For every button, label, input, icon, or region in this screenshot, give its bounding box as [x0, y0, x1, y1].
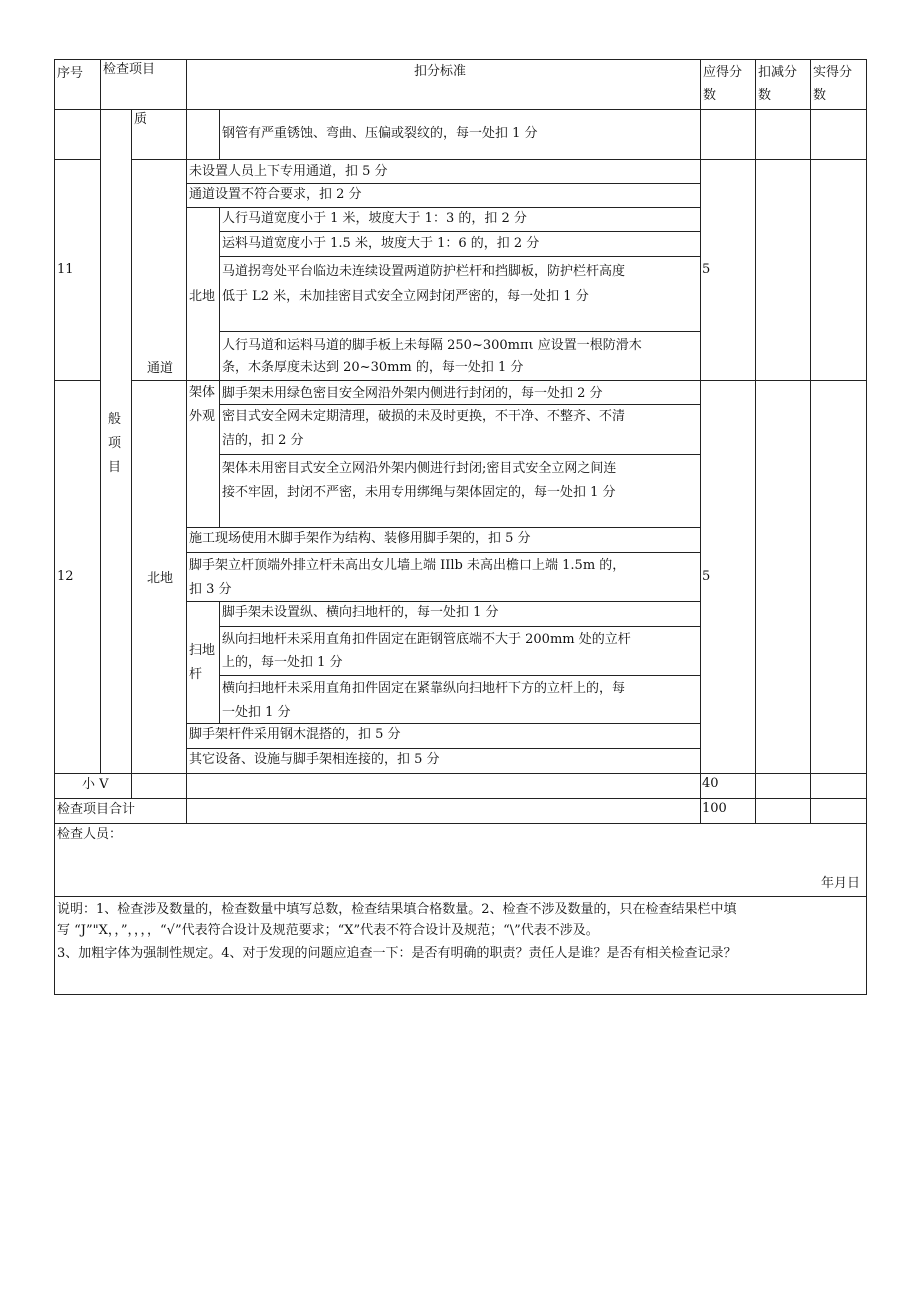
header-criteria: 扣分标准: [414, 64, 467, 79]
rule: [54, 59, 55, 995]
category-label-2: 项: [108, 436, 122, 451]
rule: [219, 109, 220, 159]
rule: [219, 601, 220, 723]
row12-frame-2a: 密目式安全网未定期清理，破损的未及时更换，不干净、不整齐、不清: [222, 409, 626, 424]
rule: [131, 109, 132, 799]
row12-sweep-1: 脚手架未设置纵、横向扫地杆的，每一处扣 1 分: [222, 605, 499, 620]
row12-sweep-label-1: 扫地: [189, 643, 216, 658]
inspector-date: 年月日: [821, 876, 861, 891]
row11-slip-2: 条，木条厚度未达到 20~30mm 的，每一处扣 1 分: [222, 360, 524, 375]
rule: [866, 59, 867, 995]
row11-line-1: 未设置人员上下专用通道，扣 5 分: [189, 164, 388, 179]
subtotal-label: 小 V: [82, 777, 109, 792]
row11-ramp-1: 马道拐弯处平台临边未连续设置两道防护栏杆和挡脚板，防护栏杆高度: [222, 264, 626, 279]
row12-frame-3a: 架体未用密目式安全立网沿外架内侧进行封闭;密目式安全立网之间连: [222, 461, 617, 476]
row12-frame-label-1: 架体: [189, 385, 216, 400]
rule: [219, 207, 220, 527]
row11-no: 11: [57, 262, 74, 277]
rule: [54, 109, 867, 110]
row12-frame-label-2: 外观: [189, 409, 216, 424]
rule: [219, 626, 700, 627]
rule: [54, 773, 867, 774]
rule: [219, 256, 700, 257]
row11-group-line-1: 人行马道宽度小于 1 米，坡度大于 1：3 的，扣 2 分: [222, 211, 527, 226]
header-due-2: 数: [703, 88, 717, 103]
row12-no: 12: [57, 569, 74, 584]
row11-due: 5: [702, 262, 711, 277]
total-label: 检查项目合计: [57, 802, 136, 817]
rule: [810, 59, 811, 824]
top-row-text: 钢管有严重锈蚀、弯曲、压偏或裂纹的，每一处扣 1 分: [222, 126, 538, 141]
row12-due: 5: [702, 569, 711, 584]
rule: [54, 798, 867, 799]
row11-group-line-2: 运料马道宽度小于 1.5 米，坡度大于 1：6 的，扣 2 分: [222, 236, 540, 251]
rule: [100, 59, 101, 109]
category-label-3: 目: [108, 460, 122, 475]
rule: [219, 331, 700, 332]
header-item: 检查项目: [103, 62, 156, 77]
row12-sweep-3a: 横向扫地杆未采用直角扣件固定在紧靠纵向扫地杆下方的立杆上的，每: [222, 681, 626, 696]
row12-sweep-2a: 纵向扫地杆未采用直角扣件固定在距钢管底端不大于 200mm 处的立杆: [222, 632, 631, 647]
subtotal-due: 40: [702, 776, 719, 791]
rule: [186, 59, 187, 824]
row12-wood: 施工现场使用木脚手架作为结构、装修用脚手架的，扣 5 分: [189, 531, 531, 546]
rule: [131, 380, 867, 381]
row11-group-label: 北地: [189, 289, 216, 304]
row12-frame-3b: 接不牢固，封闭不严密，未用专用绑绳与架体固定的，每一处扣 1 分: [222, 485, 616, 500]
rule: [219, 675, 700, 676]
row12-sweep-3b: 一处扣 1 分: [222, 705, 291, 720]
row11-ramp-2: 低于 L2 米，未加挂密目式安全立网封闭严密的，每一处扣 1 分: [222, 289, 589, 304]
row11-slip-1: 人行马道和运料马道的脚手板上未每隔 250~300mπι 应设置一根防滑木: [222, 338, 642, 353]
top-row-sub: 质: [134, 112, 148, 127]
row11-item: 通道: [147, 361, 174, 376]
header-actual: 实得分: [813, 65, 853, 80]
row12-sweep-2b: 上的，每一处扣 1 分: [222, 655, 343, 670]
row12-frame-1: 脚手架未用绿色密目安全网沿外架内侧进行封闭的，每一处扣 2 分: [222, 386, 603, 401]
total-due: 100: [702, 801, 727, 816]
rule: [700, 59, 701, 824]
rule: [54, 380, 101, 381]
rule: [219, 454, 700, 455]
header-actual-2: 数: [813, 88, 827, 103]
notes-line-3: 3、加粗字体为强制性规定。4、对于发现的问题应追查一下：是否有明确的职责？责任人是谁？是否有相关检查记录？: [57, 946, 737, 961]
header-seq: 序号: [57, 66, 84, 81]
row12-item: 北地: [147, 571, 174, 586]
notes-line-2: 写 “J”"X，，”，，，，“√”代表符合设计及规范要求；“X”代表不符合设计及规范；“\”代表不涉及。: [57, 923, 599, 938]
inspector-label: 检查人员：: [57, 827, 123, 842]
rule: [54, 994, 867, 995]
notes-line-1: 说明：1、检查涉及数量的，检查数量中填写总数，检查结果填合格数量。2、检查不涉及数量的，只在检查结果栏中填: [57, 902, 737, 917]
category-label-1: 般: [108, 412, 122, 427]
row12-mixed: 脚手架杆件采用钢木混搭的，扣 5 分: [189, 727, 401, 742]
header-deduct-2: 数: [758, 88, 772, 103]
rule: [54, 159, 101, 160]
header-deduct: 扣减分: [758, 65, 798, 80]
row12-top-b: 扣 3 分: [189, 582, 232, 597]
row12-top-a: 脚手架立杆顶端外排立杆未高出女儿墙上端 IIlb 未高出檐口上端 1.5m 的，: [189, 558, 626, 573]
row12-sweep-label-2: 杆: [189, 667, 203, 682]
header-due: 应得分: [703, 65, 743, 80]
row12-frame-2b: 洁的，扣 2 分: [222, 433, 304, 448]
row11-line-2: 通道设置不符合要求，扣 2 分: [189, 187, 362, 202]
rule: [755, 59, 756, 824]
rule: [54, 823, 867, 824]
row12-connect: 其它设备、设施与脚手架相连接的，扣 5 分: [189, 752, 440, 767]
rule: [54, 896, 867, 897]
rule: [100, 109, 101, 773]
rule: [186, 552, 700, 553]
